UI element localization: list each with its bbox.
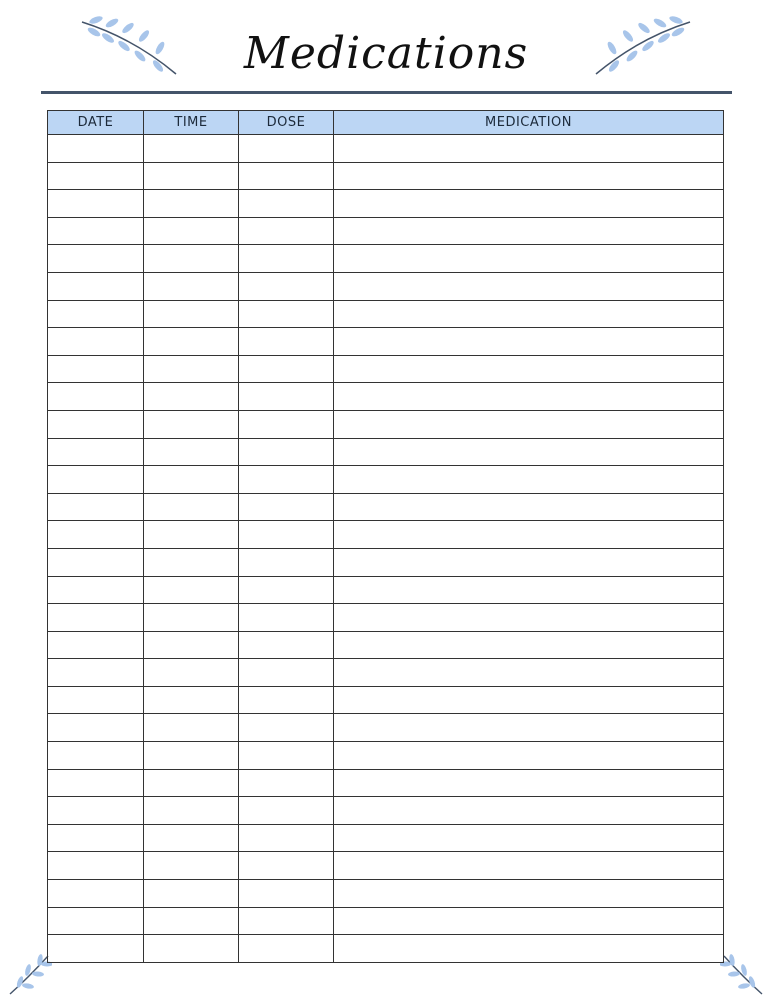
table-row <box>48 769 724 797</box>
cell-time[interactable] <box>144 742 239 770</box>
table-row <box>48 438 724 466</box>
cell-dose[interactable] <box>239 328 334 356</box>
cell-time[interactable] <box>144 576 239 604</box>
cell-time[interactable] <box>144 135 239 163</box>
cell-medication[interactable] <box>334 355 724 383</box>
cell-dose[interactable] <box>239 576 334 604</box>
cell-dose[interactable] <box>239 852 334 880</box>
cell-medication[interactable] <box>334 548 724 576</box>
cell-date[interactable] <box>48 466 144 494</box>
cell-time[interactable] <box>144 217 239 245</box>
table-row <box>48 631 724 659</box>
cell-date[interactable] <box>48 272 144 300</box>
cell-date[interactable] <box>48 824 144 852</box>
cell-medication[interactable] <box>334 521 724 549</box>
cell-time[interactable] <box>144 769 239 797</box>
cell-date[interactable] <box>48 769 144 797</box>
cell-time[interactable] <box>144 245 239 273</box>
cell-time[interactable] <box>144 190 239 218</box>
cell-dose[interactable] <box>239 355 334 383</box>
cell-dose[interactable] <box>239 797 334 825</box>
cell-time[interactable] <box>144 493 239 521</box>
table-row <box>48 880 724 908</box>
cell-date[interactable] <box>48 410 144 438</box>
cell-medication[interactable] <box>334 135 724 163</box>
table-row <box>48 935 724 963</box>
cell-date[interactable] <box>48 604 144 632</box>
cell-time[interactable] <box>144 824 239 852</box>
cell-time[interactable] <box>144 797 239 825</box>
cell-medication[interactable] <box>334 328 724 356</box>
cell-medication[interactable] <box>334 245 724 273</box>
cell-medication[interactable] <box>334 714 724 742</box>
title-divider <box>41 91 732 94</box>
cell-date[interactable] <box>48 852 144 880</box>
cell-date[interactable] <box>48 935 144 963</box>
cell-date[interactable] <box>48 493 144 521</box>
cell-medication[interactable] <box>334 935 724 963</box>
cell-date[interactable] <box>48 383 144 411</box>
cell-time[interactable] <box>144 631 239 659</box>
cell-date[interactable] <box>48 190 144 218</box>
table-row <box>48 410 724 438</box>
cell-dose[interactable] <box>239 438 334 466</box>
table-row <box>48 576 724 604</box>
cell-medication[interactable] <box>334 466 724 494</box>
cell-time[interactable] <box>144 410 239 438</box>
cell-medication[interactable] <box>334 217 724 245</box>
cell-date[interactable] <box>48 686 144 714</box>
cell-medication[interactable] <box>334 190 724 218</box>
table-row <box>48 548 724 576</box>
cell-date[interactable] <box>48 355 144 383</box>
cell-dose[interactable] <box>239 907 334 935</box>
cell-dose[interactable] <box>239 245 334 273</box>
table-row <box>48 162 724 190</box>
cell-dose[interactable] <box>239 686 334 714</box>
cell-date[interactable] <box>48 162 144 190</box>
cell-time[interactable] <box>144 438 239 466</box>
cell-dose[interactable] <box>239 272 334 300</box>
table-row <box>48 217 724 245</box>
cell-dose[interactable] <box>239 217 334 245</box>
cell-medication[interactable] <box>334 686 724 714</box>
cell-dose[interactable] <box>239 880 334 908</box>
cell-time[interactable] <box>144 686 239 714</box>
cell-medication[interactable] <box>334 383 724 411</box>
cell-time[interactable] <box>144 935 239 963</box>
table-row <box>48 686 724 714</box>
column-header-medication: MEDICATION <box>334 111 724 135</box>
cell-dose[interactable] <box>239 659 334 687</box>
table-row <box>48 714 724 742</box>
cell-time[interactable] <box>144 162 239 190</box>
cell-time[interactable] <box>144 272 239 300</box>
leaf-sprig-icon <box>6 952 52 996</box>
table-row <box>48 272 724 300</box>
cell-time[interactable] <box>144 604 239 632</box>
table-row <box>48 355 724 383</box>
cell-time[interactable] <box>144 383 239 411</box>
cell-date[interactable] <box>48 631 144 659</box>
table-row <box>48 604 724 632</box>
cell-date[interactable] <box>48 576 144 604</box>
cell-medication[interactable] <box>334 272 724 300</box>
cell-time[interactable] <box>144 548 239 576</box>
cell-dose[interactable] <box>239 548 334 576</box>
leaf-sprig-icon <box>720 952 766 996</box>
cell-medication[interactable] <box>334 852 724 880</box>
cell-medication[interactable] <box>334 797 724 825</box>
table-row <box>48 135 724 163</box>
cell-dose[interactable] <box>239 410 334 438</box>
cell-date[interactable] <box>48 245 144 273</box>
cell-dose[interactable] <box>239 383 334 411</box>
cell-time[interactable] <box>144 328 239 356</box>
table-row <box>48 797 724 825</box>
cell-dose[interactable] <box>239 135 334 163</box>
cell-medication[interactable] <box>334 659 724 687</box>
table-row <box>48 383 724 411</box>
cell-dose[interactable] <box>239 190 334 218</box>
cell-date[interactable] <box>48 217 144 245</box>
cell-date[interactable] <box>48 328 144 356</box>
cell-dose[interactable] <box>239 631 334 659</box>
cell-time[interactable] <box>144 659 239 687</box>
cell-date[interactable] <box>48 521 144 549</box>
column-header-dose: DOSE <box>239 111 334 135</box>
cell-time[interactable] <box>144 852 239 880</box>
cell-dose[interactable] <box>239 521 334 549</box>
table-row <box>48 328 724 356</box>
table-row <box>48 824 724 852</box>
table-row <box>48 852 724 880</box>
cell-medication[interactable] <box>334 907 724 935</box>
cell-time[interactable] <box>144 521 239 549</box>
cell-medication[interactable] <box>334 631 724 659</box>
cell-medication[interactable] <box>334 300 724 328</box>
cell-dose[interactable] <box>239 824 334 852</box>
cell-medication[interactable] <box>334 880 724 908</box>
column-header-date: DATE <box>48 111 144 135</box>
cell-date[interactable] <box>48 880 144 908</box>
cell-time[interactable] <box>144 907 239 935</box>
cell-dose[interactable] <box>239 714 334 742</box>
table-row <box>48 245 724 273</box>
table-row <box>48 742 724 770</box>
medication-log-table <box>47 110 724 963</box>
cell-dose[interactable] <box>239 493 334 521</box>
cell-dose[interactable] <box>239 466 334 494</box>
cell-dose[interactable] <box>239 300 334 328</box>
cell-medication[interactable] <box>334 742 724 770</box>
cell-medication[interactable] <box>334 604 724 632</box>
table-body <box>48 135 724 963</box>
table-row <box>48 521 724 549</box>
cell-date[interactable] <box>48 907 144 935</box>
cell-time[interactable] <box>144 714 239 742</box>
cell-medication[interactable] <box>334 576 724 604</box>
cell-date[interactable] <box>48 742 144 770</box>
cell-date[interactable] <box>48 135 144 163</box>
cell-time[interactable] <box>144 466 239 494</box>
cell-medication[interactable] <box>334 824 724 852</box>
cell-medication[interactable] <box>334 162 724 190</box>
cell-date[interactable] <box>48 438 144 466</box>
cell-time[interactable] <box>144 300 239 328</box>
cell-medication[interactable] <box>334 769 724 797</box>
page-title: Medications <box>243 28 529 79</box>
table-row <box>48 190 724 218</box>
table-row <box>48 907 724 935</box>
column-header-time: TIME <box>144 111 239 135</box>
cell-date[interactable] <box>48 797 144 825</box>
cell-dose[interactable] <box>239 742 334 770</box>
cell-dose[interactable] <box>239 162 334 190</box>
cell-time[interactable] <box>144 880 239 908</box>
table-row <box>48 466 724 494</box>
cell-date[interactable] <box>48 300 144 328</box>
cell-dose[interactable] <box>239 935 334 963</box>
table-row <box>48 493 724 521</box>
cell-medication[interactable] <box>334 438 724 466</box>
table-row <box>48 300 724 328</box>
cell-dose[interactable] <box>239 604 334 632</box>
cell-time[interactable] <box>144 355 239 383</box>
cell-date[interactable] <box>48 659 144 687</box>
cell-date[interactable] <box>48 714 144 742</box>
table-row <box>48 659 724 687</box>
cell-date[interactable] <box>48 548 144 576</box>
cell-medication[interactable] <box>334 410 724 438</box>
cell-medication[interactable] <box>334 493 724 521</box>
table-header-row <box>48 111 724 135</box>
cell-dose[interactable] <box>239 769 334 797</box>
